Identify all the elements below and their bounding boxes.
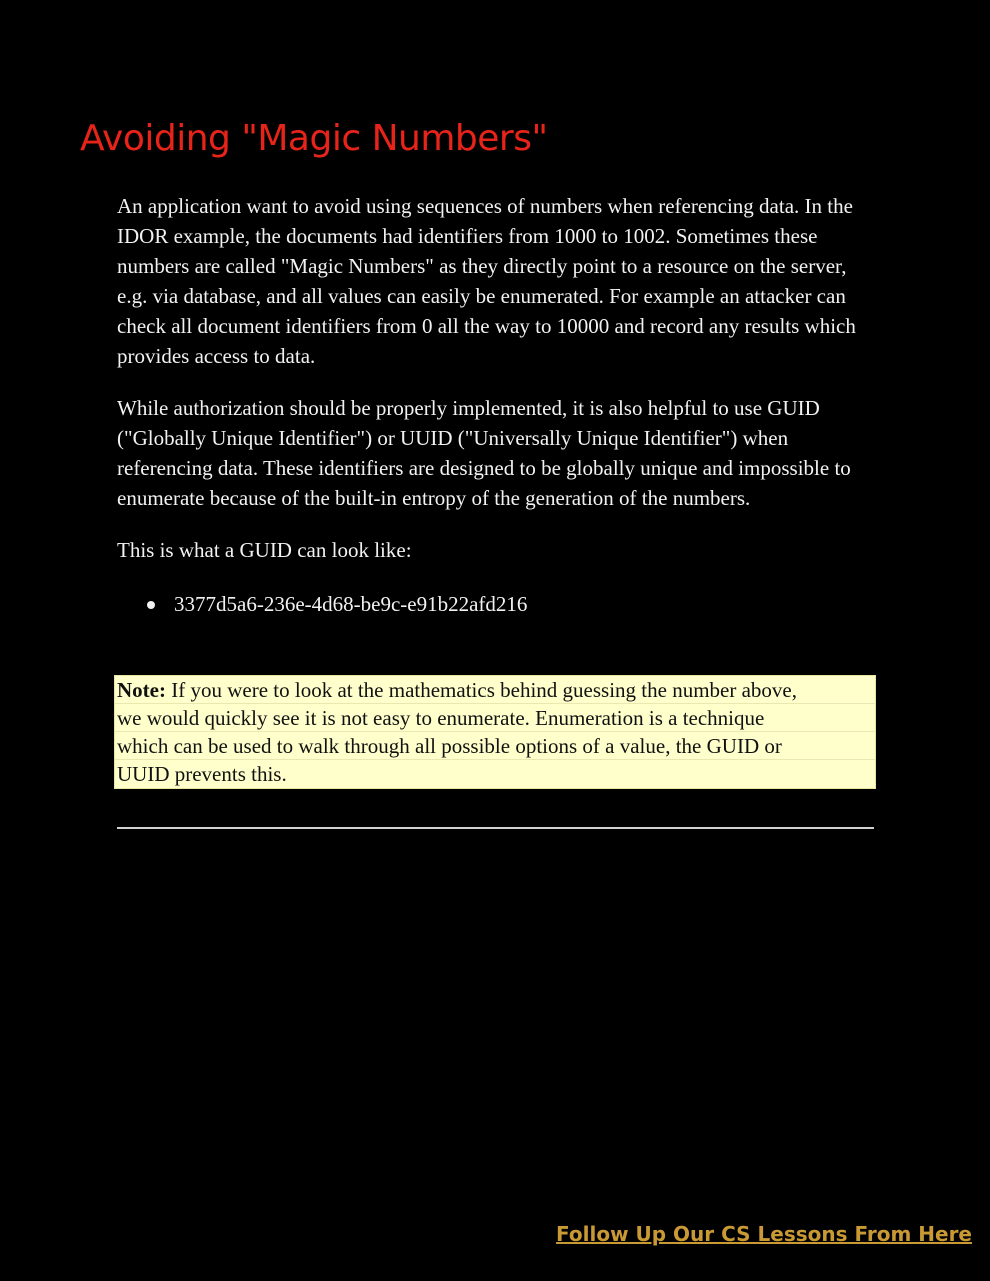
list-item xyxy=(117,589,877,619)
note-line: UUID prevents this. xyxy=(117,762,287,786)
note-text: If you were to look at the mathematics behind guessing the number above, xyxy=(165,678,797,702)
horizontal-divider xyxy=(117,827,874,829)
note-line: which can be used to walk through all possible options of a value, the GUID or xyxy=(115,732,875,760)
paragraph-guid-uuid: While authorization should be properly implemented, it is also helpful to use GUID ("Globally Unique Identifier") or UUID ("Universally Unique Identifier") when referencing data. These identifiers are designed to be globally unique and impossible to enumerate because of the built-in entropy of the generation of the numbers. xyxy=(117,396,851,510)
follow-lessons-link[interactable]: Follow Up Our CS Lessons From Here xyxy=(556,1222,972,1246)
article-body xyxy=(117,191,877,619)
note-box xyxy=(114,675,876,789)
paragraph-guid-intro: This is what a GUID can look like: xyxy=(117,538,412,562)
note-line: we would quickly see it is not easy to enumerate. Enumeration is a technique xyxy=(115,704,875,732)
guid-example-list xyxy=(117,589,877,619)
note-label: Note: xyxy=(117,678,166,702)
bullet-icon xyxy=(147,601,155,609)
page-title: Avoiding "Magic Numbers" xyxy=(80,118,548,159)
paragraph-magic-numbers: An application want to avoid using sequences of numbers when referencing data. In the IDOR example, the documents had identifiers from 1000 to 1002. Sometimes these numbers are called "Magic Numbers" as they directly point to a resource on the server, e.g. via database, and all values can easily be enumerated. For example an attacker can check all document identifiers from 0 all the way to 10000 and record any results which provides access to data. xyxy=(117,194,856,368)
note-line xyxy=(115,676,875,704)
guid-example: 3377d5a6-236e-4d68-be9c-e91b22afd216 xyxy=(174,592,528,616)
